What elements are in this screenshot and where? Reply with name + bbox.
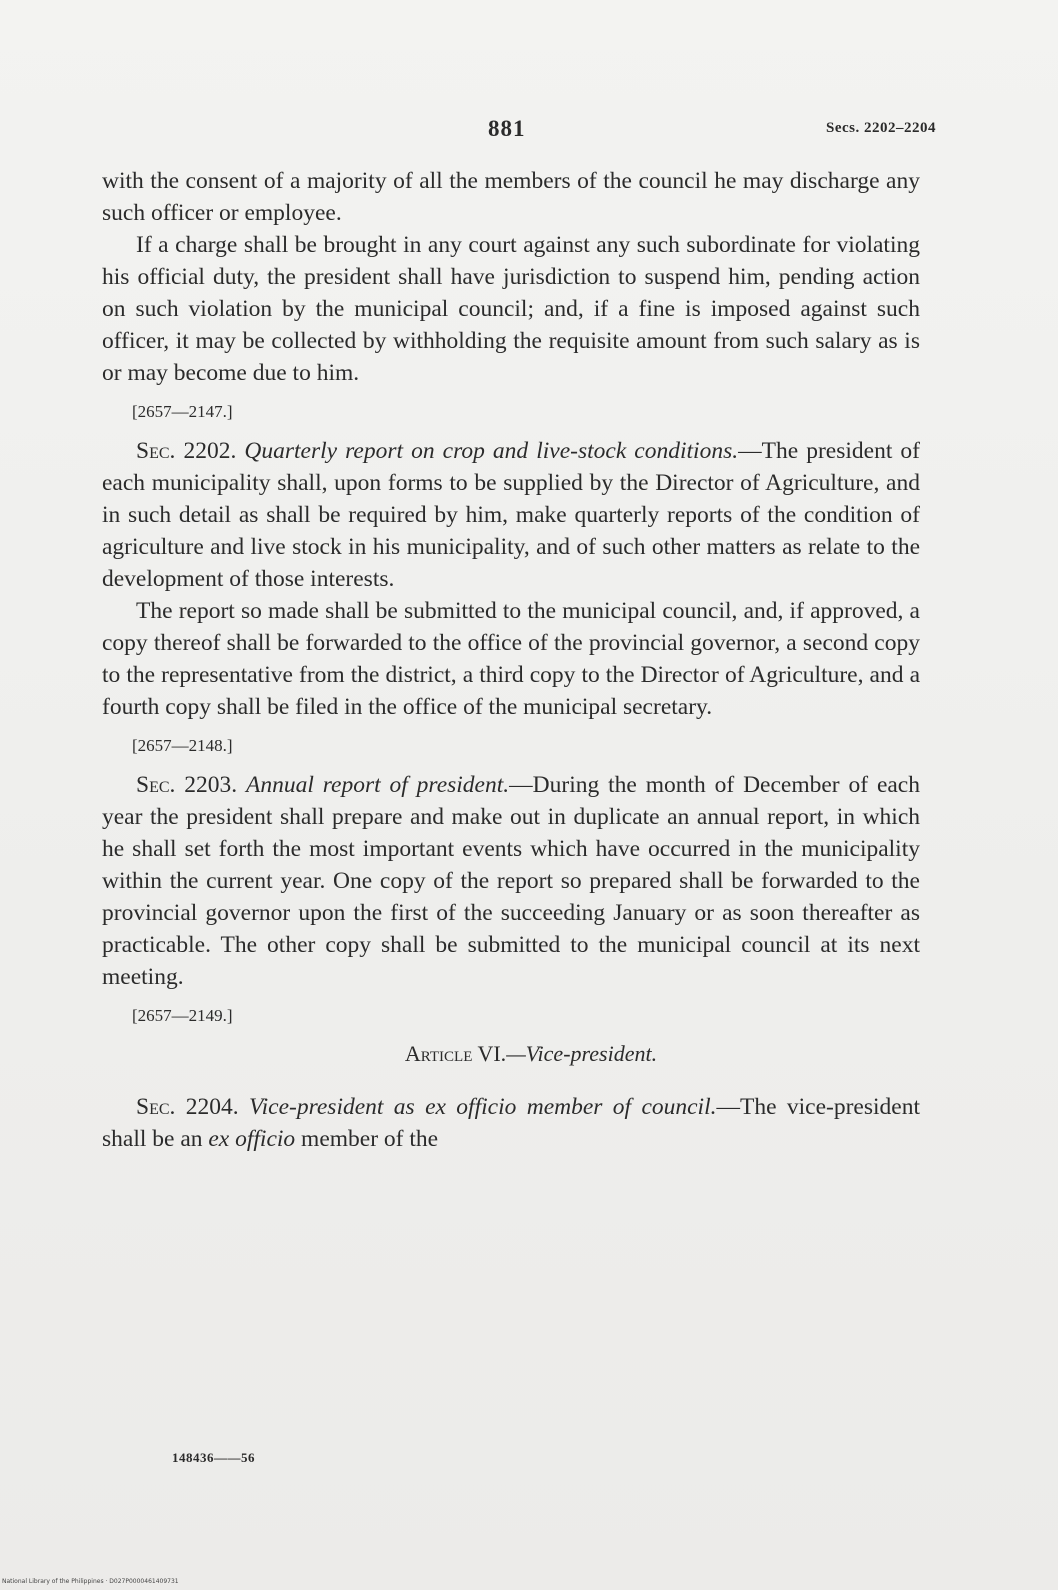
section-body: member of the (295, 1126, 439, 1152)
section-label: Sec. (136, 1094, 176, 1120)
paragraph-report-submission: The report so made shall be submitted to the municipal council, and, if approved, a copy thereof shall be forwarded to the office of the provincial governor, a second copy to the representative from the district, a third copy to the Director of Agriculture, and a fourth copy shall be filed in the office of the municipal secretary. (102, 598, 920, 720)
section-title: Quarterly report on crop and live-stock conditions. (244, 438, 739, 464)
section-number: 2202. (183, 438, 237, 464)
section-number: 2204. (185, 1094, 239, 1120)
paragraph-continuation: with the consent of a majority of all the members of the council he may discharge any such officer or employee. (102, 168, 920, 226)
section-body: —During the month of December of each year the president shall prepare and make out in duplicate an annual report, in which he shall set forth the most important events which have occurred in the municipality within the current year. One copy of the report so prepared shall be forwarded to the provincial governor upon the first of the succeeding January or as soon thereafter as practicable. The other copy shall be submitted to the municipal council at its next meeting. (102, 772, 920, 990)
article-title: —Vice-president. (506, 1041, 658, 1066)
body-text (102, 165, 920, 1155)
section-2202 (102, 435, 920, 595)
section-label: Sec. (136, 438, 176, 464)
citation-ref: [2657—2148.] (132, 736, 233, 755)
section-title: Annual report of president. (246, 772, 510, 798)
section-title: Vice-president as ex officio member of council. (249, 1094, 717, 1120)
section-2203 (102, 769, 920, 993)
section-range: Secs. 2202–2204 (826, 120, 936, 136)
printer-code: 148436——56 (172, 1450, 255, 1465)
page-header (0, 116, 1058, 146)
article-heading (142, 1039, 920, 1069)
page-number: 881 (488, 116, 526, 141)
scan-credit: National Library of the Philippines · D027P0000461409731 (2, 1578, 179, 1585)
section-number: 2203. (184, 772, 238, 798)
section-body: —The vice-president shall be an (102, 1094, 920, 1152)
section-label: Sec. (136, 772, 176, 798)
section-2204 (102, 1091, 920, 1155)
article-label: Article VI. (404, 1041, 507, 1066)
paragraph-suspension: If a charge shall be brought in any court against any such subordinate for violating his official duty, the president shall have jurisdiction to suspend him, pending action on such violation by the municipal council; and, if a fine is imposed against such officer, it may be collected by withholding the requisite amount from such salary as is or may become due to him. (102, 232, 920, 386)
section-body-italic: ex officio (208, 1126, 296, 1152)
citation-ref: [2657—2147.] (132, 402, 233, 421)
citation-ref: [2657—2149.] (132, 1006, 233, 1025)
section-body: —The president of each municipality shall, upon forms to be supplied by the Director of Agriculture, and in such detail as shall be required by him, make quarterly reports of the condition of agriculture and live stock in his municipality, and of such other matters as relate to the development of those interests. (102, 438, 920, 592)
